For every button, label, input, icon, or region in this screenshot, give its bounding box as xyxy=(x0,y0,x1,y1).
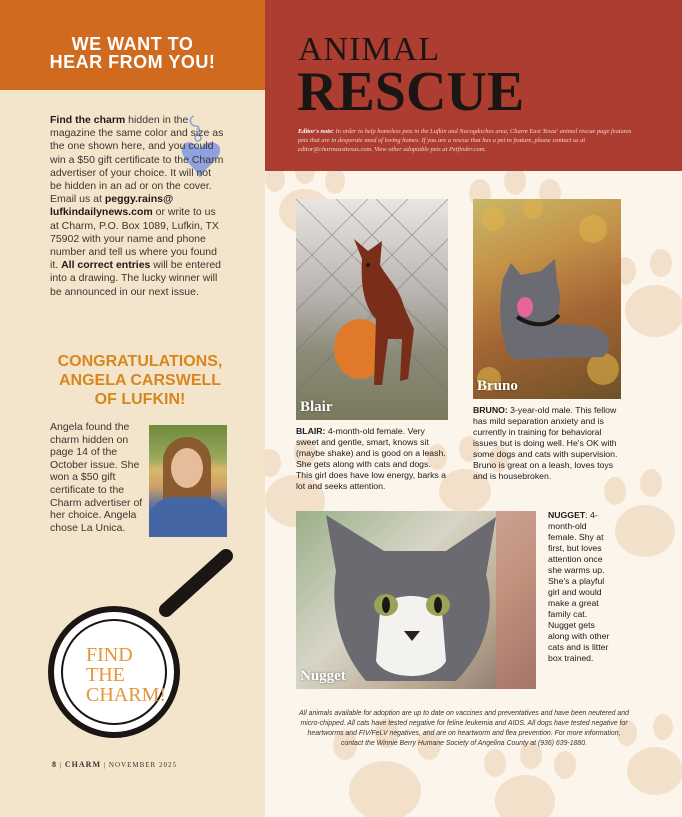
dog-illustration-blair xyxy=(296,199,448,420)
magazine-name: CHARM xyxy=(64,760,102,769)
winner-face xyxy=(171,448,203,488)
page-number: 8 xyxy=(52,760,57,769)
sidebar-header-line1: WE WANT TO xyxy=(71,34,194,54)
contest-text-1: hidden in the magazine the same color and size as the one shown here, and you could win a $50 gift certificate to the Charm advertiser of your choice. It will not be hidden in an ad or on the cover. Email us at xyxy=(50,114,224,206)
pet-name-nugget: Nugget xyxy=(300,668,346,684)
sidebar-header-line2: HEAR FROM YOU! xyxy=(49,52,216,72)
contest-sidebar xyxy=(0,0,265,817)
pet-name-blair: Blair xyxy=(300,399,333,415)
pet-photo-nugget xyxy=(296,511,536,689)
contest-email-link[interactable]: peggy.rains@ lufkindailynews.com xyxy=(50,193,174,219)
editors-note xyxy=(298,127,634,154)
dog-illustration-bruno xyxy=(473,199,621,399)
pet-desc-nugget xyxy=(548,510,610,664)
pet-text-nugget: : 4-month-old female. Shy at first, but loves attention once she warms up. She's a playful girl and would make a great family cat. Nugget gets along with other cats and is litter box trained. xyxy=(548,510,610,663)
find-line3: CHARM! xyxy=(86,684,167,706)
cat-illustration-nugget xyxy=(296,511,536,689)
contest-text-3: will be entered into a drawing. The lucky winner will be announced in our next issue. xyxy=(50,259,222,298)
pet-label-bruno: BRUNO: xyxy=(473,405,508,415)
contest-text-2: or write to us at Charm, P.O. Box 1089, Lufkin, TX 75902 with your name and phone number and tell us where you found it. xyxy=(50,206,219,272)
adoption-disclaimer: All animals available for adoption are up to date on vaccines and preventatives and have been neutered and micro-chipped. All cats have tested negative for feline leukemia and AIDS. All dogs have tested negative for heartworms and FIV/FeLV negatives, and are on heartworm and flea prevention. For more information, contact the Winnie Berry Humane Society of Angelina County at (936) 639-1880. xyxy=(299,710,629,747)
find-the-charm-text xyxy=(86,645,186,705)
pet-desc-bruno xyxy=(473,405,621,482)
pet-text-bruno: 3-year-old male. This fellow has mild separation anxiety and is currently in training for behavioral issues but is doing well. He's OK with some dogs and cats with supervision. Bruno is great on a leash, loves toys and is housebroken. xyxy=(473,405,618,481)
winner-shirt xyxy=(149,497,227,537)
footer-sep1: | xyxy=(57,761,65,769)
congrats-line3: OF LUFKIN! xyxy=(94,391,186,408)
sidebar-header xyxy=(0,0,265,90)
pet-name-bruno: Bruno xyxy=(477,378,518,394)
winner-photo xyxy=(149,425,227,537)
editors-note-label: Editor's note: xyxy=(298,128,335,135)
pet-photo-blair xyxy=(296,199,448,420)
find-line2: THE xyxy=(86,664,125,686)
congrats-heading xyxy=(40,352,240,409)
page-footer xyxy=(52,760,177,769)
pet-photo-bruno xyxy=(473,199,621,399)
contest-correct-entries: All correct entries xyxy=(61,259,151,272)
contest-lead: Find the charm xyxy=(50,114,126,126)
congrats-line2: ANGELA CARSWELL xyxy=(58,372,222,389)
editors-note-text: In order to help homeless pets in the Lufkin and Nacogdoches area, Charm East Texas' animal rescue page features pets that are in desperate need of loving homes. If you are a rescue that has a pet to feature, please contact us at editor@charmeasttexas.com. View other adoptable pets at Petfinder.com. xyxy=(298,128,632,153)
pet-label-nugget: NUGGET xyxy=(548,510,586,520)
congrats-line1: CONGRATULATIONS, xyxy=(57,353,223,370)
find-line1: FIND xyxy=(86,644,133,666)
issue-date: NOVEMBER 2025 xyxy=(108,761,177,769)
pet-desc-blair xyxy=(296,426,448,492)
page-title-animal: ANIMAL xyxy=(298,31,440,68)
page-title-rescue: RESCUE xyxy=(297,61,525,123)
winner-text: Angela found the charm hidden on page 14 of the October issue. She won a $50 gift certificate to the Charm advertiser of her choice. Angela chose La Unica. xyxy=(50,421,143,534)
pet-label-blair: BLAIR: xyxy=(296,426,326,436)
pet-text-blair: 4-month-old female. Very sweet and gentle, smart, knows sit (maybe shake) and is good on a leash. She gets along with cats and dogs. This girl does have low energy, barks a lot and seeks attention. xyxy=(296,426,447,491)
contest-instructions xyxy=(50,114,225,299)
footer-sep2: | xyxy=(101,761,109,769)
